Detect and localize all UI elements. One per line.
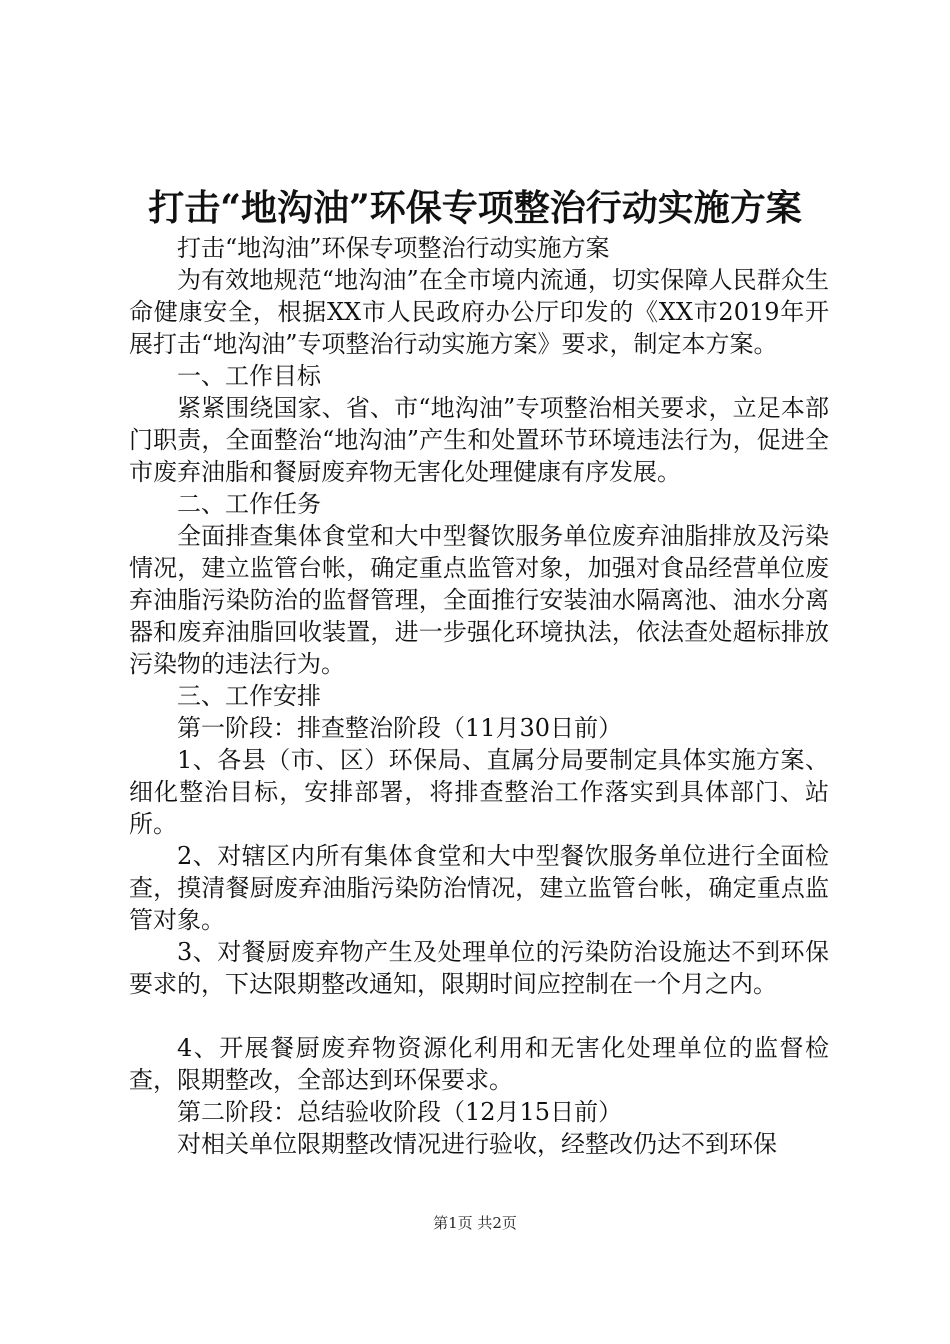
heading-phase-one: 第一阶段：排查整治阶段（11月30日前） [177, 714, 623, 742]
paragraph-subtitle: 打击“地沟油”环保专项整治行动实施方案 [177, 234, 610, 262]
page-number: 第1页 共2页 [433, 1214, 517, 1232]
paragraph-work-goals: 紧紧围绕国家、省、市“地沟油”专项整治相关要求，立足本部门职责，全面整治“地沟油”产生和处置环节环境违法行为，促进全市废弃油脂和餐厨废弃物无害化处理健康有序发展。 [129, 394, 829, 486]
heading-work-goals: 一、工作目标 [177, 362, 321, 390]
heading-work-arrangement: 三、工作安排 [177, 682, 321, 710]
list-item-2: 2、对辖区内所有集体食堂和大中型餐饮服务单位进行全面检查，摸清餐厨废弃油脂污染防治情况，建立监管台帐，确定重点监管对象。 [129, 842, 829, 934]
paragraph-intro: 为有效地规范“地沟油”在全市境内流通，切实保障人民群众生命健康安全，根据XX市人民政府办公厅印发的《XX市2019年开展打击“地沟油”专项整治行动实施方案》要求，制定本方案。 [129, 266, 829, 358]
list-item-4: 4、开展餐厨废弃物资源化利用和无害化处理单位的监督检查，限期整改，全部达到环保要求。 [129, 1034, 829, 1094]
paragraph-work-tasks: 全面排查集体食堂和大中型餐饮服务单位废弃油脂排放及污染情况，建立监管台帐，确定重点监管对象，加强对食品经营单位废弃油脂污染防治的监督管理，全面推行安装油水隔离池、油水分离器和废弃油脂回收装置，进一步强化环境执法，依法查处超标排放污染物的违法行为。 [129, 522, 829, 678]
list-item-1: 1、各县（市、区）环保局、直属分局要制定具体实施方案、细化整治目标，安排部署，将排查整治工作落实到具体部门、站所。 [129, 746, 829, 838]
heading-work-tasks: 二、工作任务 [177, 490, 321, 518]
heading-phase-two: 第二阶段：总结验收阶段（12月15日前） [177, 1098, 623, 1126]
document-title: 打击“地沟油”环保专项整治行动实施方案 [148, 187, 802, 229]
list-item-3: 3、对餐厨废弃物产生及处理单位的污染防治设施达不到环保要求的，下达限期整改通知，限期时间应控制在一个月之内。 [129, 938, 829, 998]
document-body [129, 232, 829, 1160]
paragraph-phase-two: 对相关单位限期整改情况进行验收，经整改仍达不到环保 [177, 1130, 777, 1158]
